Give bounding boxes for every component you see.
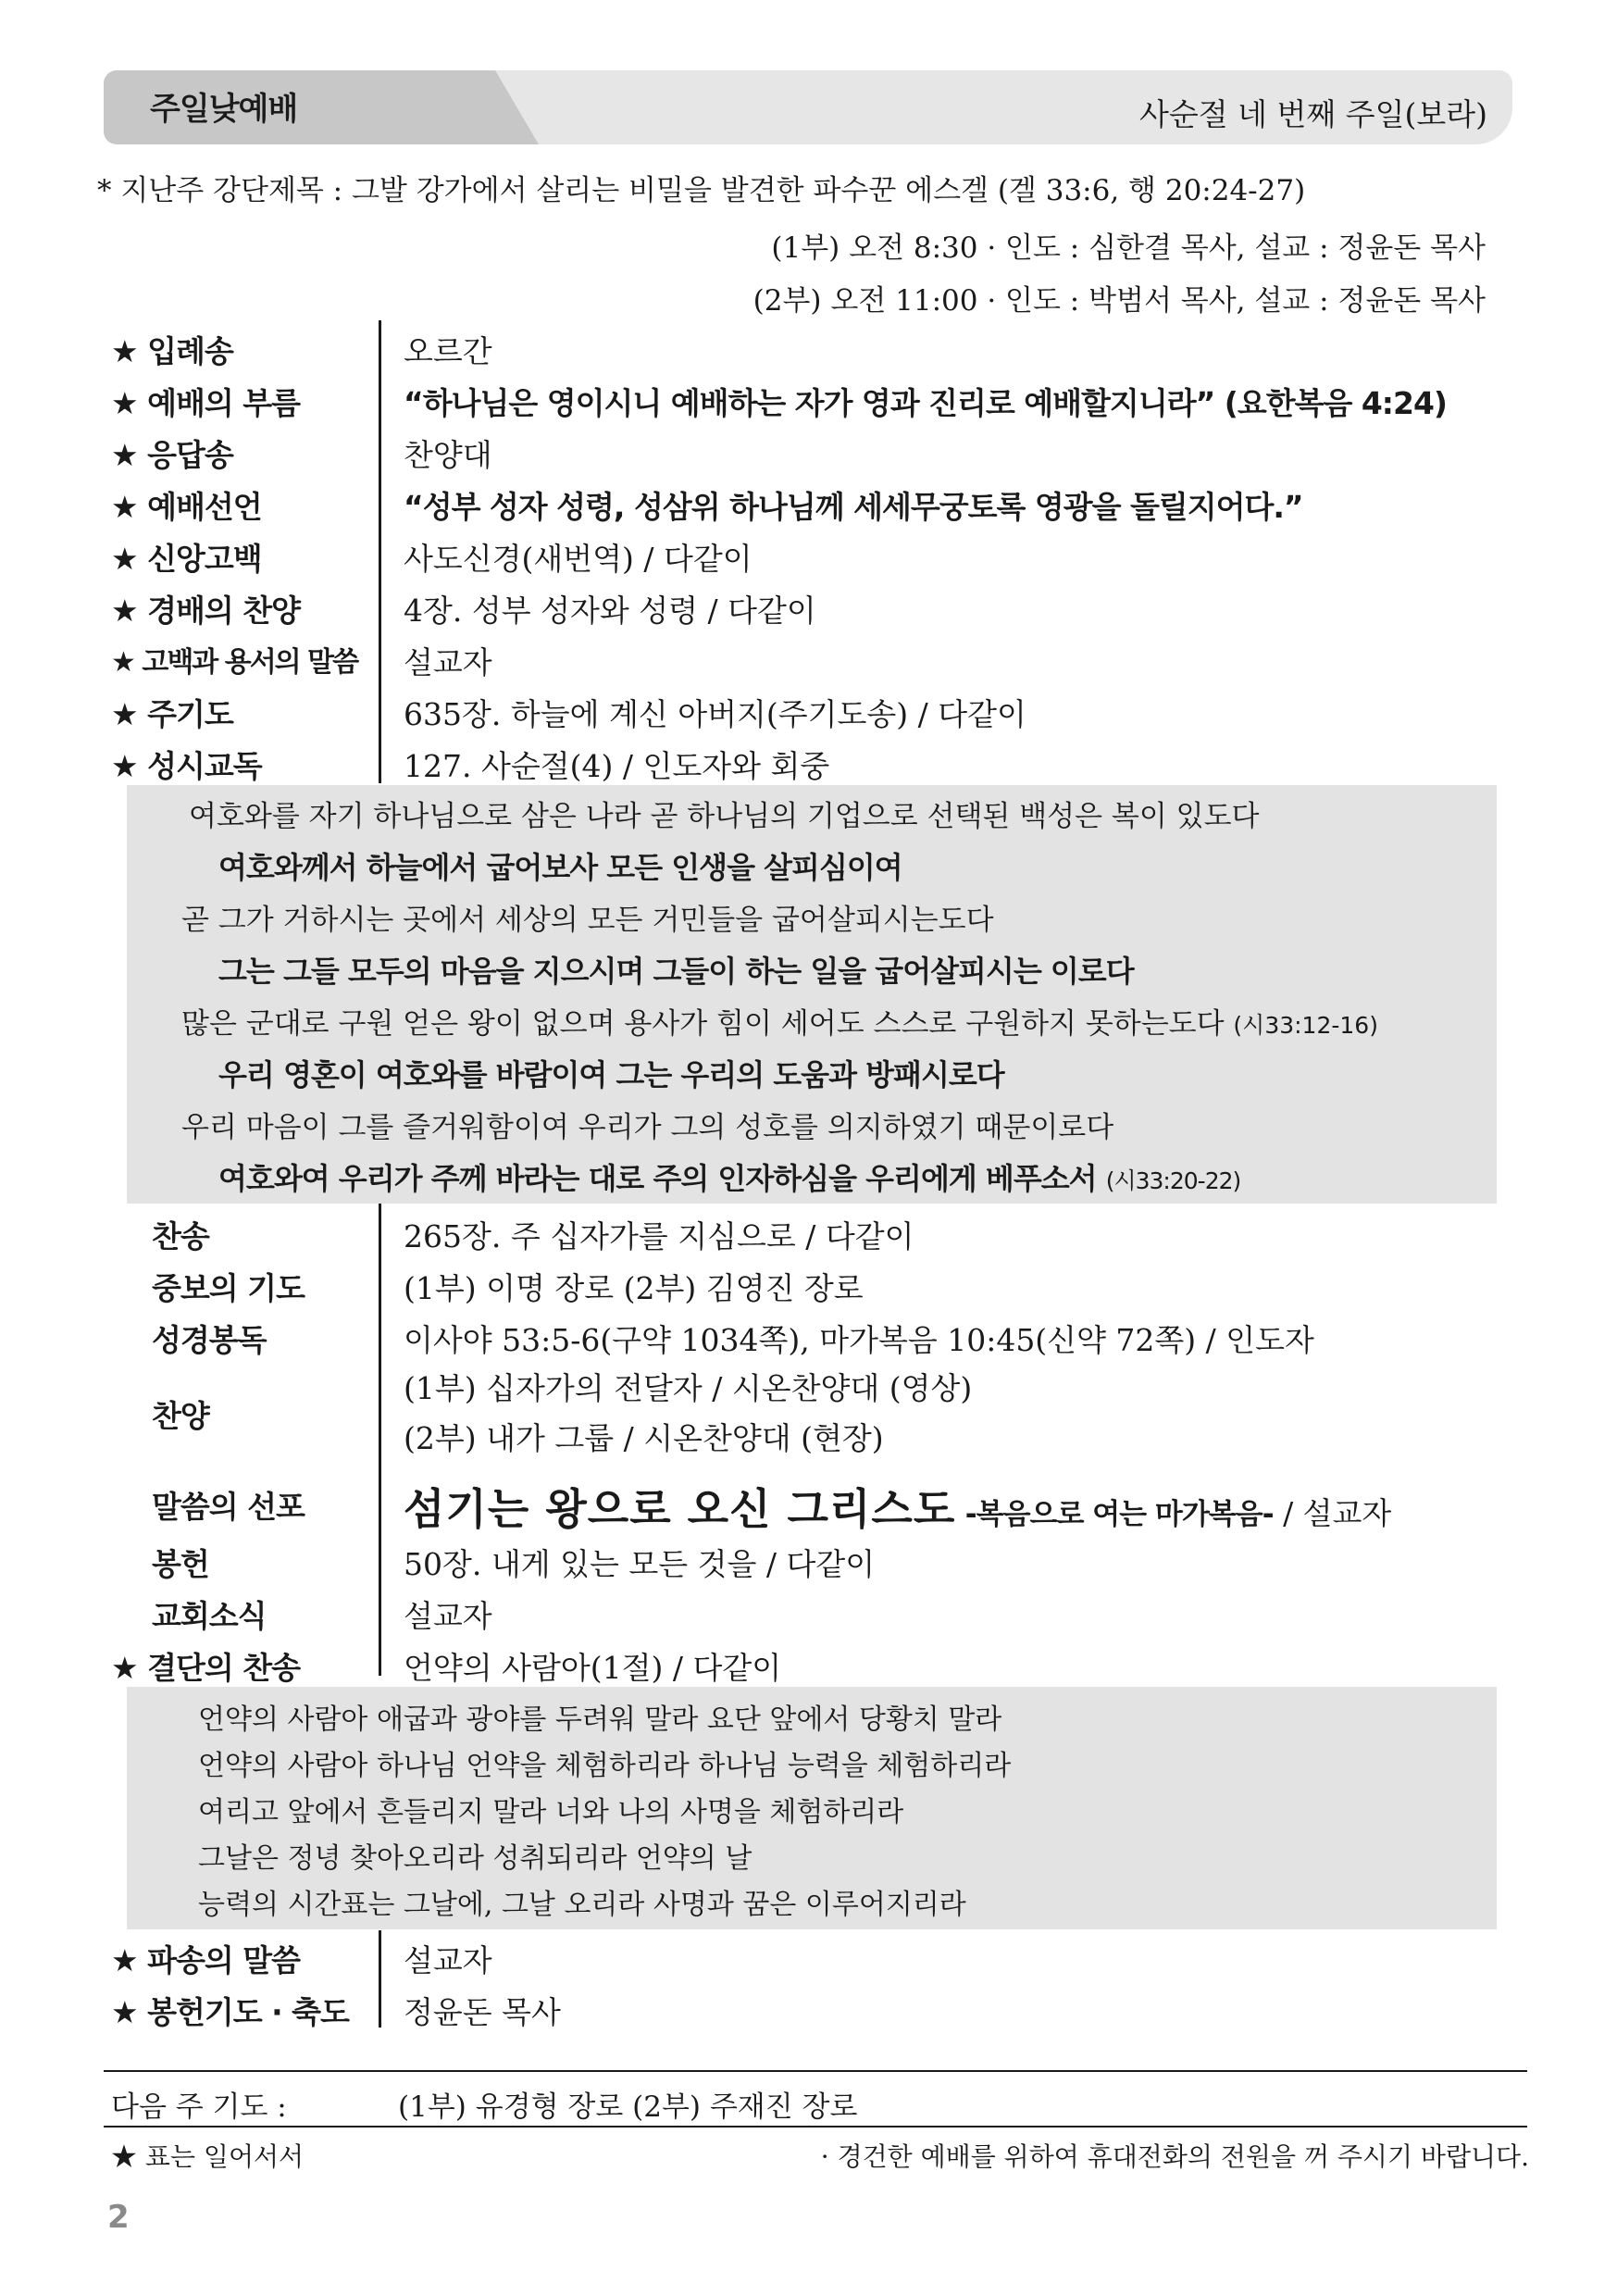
order-value: “하나님은 영이시니 예배하는 자가 영과 진리로 예배할지니라” (요한복음 4:24) xyxy=(404,385,1447,421)
next-week-prayer: (1부) 유경형 장로 (2부) 주재진 장로 xyxy=(398,2090,858,2124)
sermon-subtitle: -복음으로 여는 마가복음- xyxy=(964,1498,1274,1531)
order-label: ★ 봉헌기도 · 축도 xyxy=(111,1994,349,2030)
order-label: ★ 예배의 부름 xyxy=(111,385,300,421)
reading-text: 많은 군대로 구원 얻은 왕이 없으며 용사가 힘이 세어도 스스로 구원하지 못하는도다 xyxy=(181,1007,1225,1041)
order-value: 설교자 xyxy=(404,644,492,680)
sermon xyxy=(404,1476,1391,1537)
order-value: 4장. 성부 성자와 성령 / 다같이 xyxy=(404,593,816,629)
order-value: 127. 사순절(4) / 인도자와 회중 xyxy=(404,748,830,784)
phone-note: · 경건한 예배를 위하여 휴대전화의 전원을 꺼 주시기 바랍니다. xyxy=(820,2141,1529,2172)
order-value: 635장. 하늘에 계신 아버지(주기도송) / 다같이 xyxy=(404,696,1026,732)
order-label: 교회소식 xyxy=(152,1598,267,1634)
lyric-line: 능력의 시간표는 그날에, 그날 오리라 사명과 꿈은 이루어지리라 xyxy=(198,1889,966,1921)
reading-line: 우리 영혼이 여호와를 바람이여 그는 우리의 도움과 방패시로다 xyxy=(218,1057,1004,1092)
lyric-line: 여리고 앞에서 흔들리지 말라 너와 나의 사명을 체험하리라 xyxy=(198,1796,904,1828)
order-value: 50장. 내게 있는 모든 것을 / 다같이 xyxy=(404,1546,876,1582)
order-label: ★ 입례송 xyxy=(111,333,233,369)
service-leaders xyxy=(753,222,1486,328)
leader-line-1: (1부) 오전 8:30 · 인도 : 심한결 목사, 설교 : 정윤돈 목사 xyxy=(771,231,1486,265)
last-week-sermon: * 지난주 강단제목 : 그발 강가에서 살리는 비밀을 발견한 파수꾼 에스겔 (겔 33:6, 행 20:24-27) xyxy=(97,174,1306,207)
reading-ref: (시33:20-22) xyxy=(1105,1167,1241,1194)
order-label: ★ 경배의 찬양 xyxy=(111,593,300,629)
order-label: ★ 결단의 찬송 xyxy=(111,1650,300,1686)
order-value: 찬양대 xyxy=(404,437,492,473)
order-value: 사도신경(새번역) / 다같이 xyxy=(404,541,753,577)
order-label: 성경봉독 xyxy=(152,1322,267,1358)
divider-vertical xyxy=(379,320,381,783)
sermon-title: 섬기는 왕으로 오신 그리스도 xyxy=(404,1484,956,1534)
order-label: ★ 예배선언 xyxy=(111,489,262,525)
sunday-title: 사순절 네 번째 주일(보라) xyxy=(1139,96,1487,132)
lyric-line: 그날은 정녕 찾아오리라 성취되리라 언약의 날 xyxy=(198,1842,753,1875)
reading-text: 여호와여 우리가 주께 바라는 대로 주의 인자하심을 우리에게 베푸소서 xyxy=(218,1161,1097,1196)
order-label: 찬양 xyxy=(152,1398,209,1434)
order-value: 이사야 53:5-6(구약 1034쪽), 마가복음 10:45(신약 72쪽) / 인도자 xyxy=(404,1322,1314,1358)
footer-rule-bottom xyxy=(104,2126,1527,2128)
order-value: (1부) 십자가의 전달자 / 시온찬양대 (영상) xyxy=(404,1370,973,1406)
next-week-label: 다음 주 기도 : xyxy=(111,2090,287,2124)
reading-line: 여호와께서 하늘에서 굽어보사 모든 인생을 살피심이여 xyxy=(218,850,902,885)
order-label: 찬송 xyxy=(152,1218,209,1254)
order-label: ★ 신앙고백 xyxy=(111,541,262,577)
order-value: 오르간 xyxy=(404,333,492,369)
reading-line: 우리 마음이 그를 즐거워함이여 우리가 그의 성호를 의지하였기 때문이로다 xyxy=(181,1111,1114,1144)
reading-line: 여호와를 자기 하나님으로 삼은 나라 곧 하나님의 기업으로 선택된 백성은 복이 있도다 xyxy=(189,800,1260,833)
leader-line-2: (2부) 오전 11:00 · 인도 : 박범서 목사, 설교 : 정윤돈 목사 xyxy=(753,284,1486,318)
order-label: ★ 성시교독 xyxy=(111,748,262,784)
order-label: 중보의 기도 xyxy=(152,1270,305,1306)
sermon-preacher: / 설교자 xyxy=(1283,1495,1392,1531)
reading-line: 그는 그들 모두의 마음을 지으시며 그들이 하는 일을 굽어살피시는 이로다 xyxy=(218,954,1134,989)
lyric-line: 언약의 사람아 하나님 언약을 체험하리라 하나님 능력을 체험하리라 xyxy=(198,1750,1012,1782)
order-value: (2부) 내가 그룹 / 시온찬양대 (현장) xyxy=(404,1420,884,1456)
reading-line xyxy=(181,1000,1378,1042)
divider-vertical xyxy=(379,1930,381,2028)
footer-rule-top xyxy=(104,2070,1527,2072)
order-value: “성부 성자 성령, 성삼위 하나님께 세세무궁토록 영광을 돌릴지어다.” xyxy=(404,489,1303,525)
order-label: 봉헌 xyxy=(152,1546,209,1582)
order-row xyxy=(111,1365,1499,1466)
order-label: ★ 응답송 xyxy=(111,437,233,473)
order-label: 말씀의 선포 xyxy=(152,1489,305,1525)
reading-ref: (시33:12-16) xyxy=(1233,1012,1378,1039)
section-title: 주일낮예배 xyxy=(150,91,298,128)
order-value: 정윤돈 목사 xyxy=(404,1994,561,2030)
order-value: (1부) 이명 장로 (2부) 김영진 장로 xyxy=(404,1270,864,1306)
order-value: 언약의 사람아(1절) / 다같이 xyxy=(404,1650,782,1686)
order-value: 설교자 xyxy=(404,1598,492,1634)
order-label: ★ 파송의 말씀 xyxy=(111,1942,300,1978)
order-label: ★ 주기도 xyxy=(111,696,233,732)
order-value: 265장. 주 십자가를 지심으로 / 다같이 xyxy=(404,1218,914,1254)
reading-line xyxy=(218,1155,1240,1198)
lyric-line: 언약의 사람아 애굽과 광야를 두려워 말라 요단 앞에서 당황치 말라 xyxy=(198,1703,1002,1736)
reading-line: 곧 그가 거하시는 곳에서 세상의 모든 거민들을 굽어살피시는도다 xyxy=(181,904,994,937)
page-number: 2 xyxy=(107,2199,130,2236)
order-value: 설교자 xyxy=(404,1942,492,1978)
order-label: ★ 고백과 용서의 말씀 xyxy=(111,646,358,679)
stand-note: ★ 표는 일어서서 xyxy=(111,2141,305,2172)
